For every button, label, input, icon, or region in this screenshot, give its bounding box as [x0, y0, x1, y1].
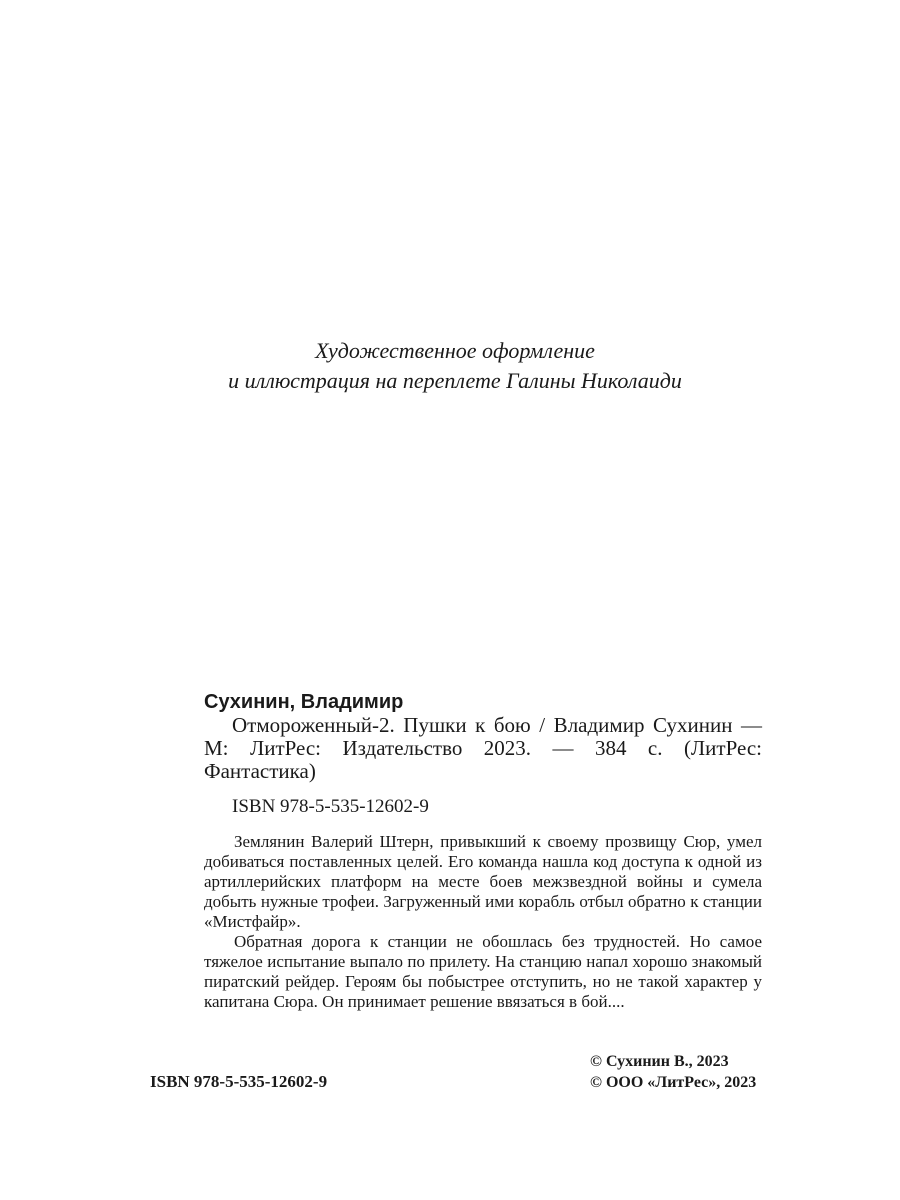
annotation-paragraph-2: Обратная дорога к станции не обошлась без трудностей. Но самое тяжелое испытание выпало по прилету. На станцию напал хорошо знакомый пиратский рейдер. Героям бы побыстрее отступить, но не такой характер у капитана Сюра. Он принимает решение ввязаться в бой....	[204, 932, 762, 1011]
catalog-author: Сухинин, Владимир	[204, 691, 404, 713]
footer-isbn: ISBN 978-5-535-12602-9	[150, 1072, 328, 1091]
catalog-entry: Отмороженный-2. Пушки к бою / Владимир Сухинин — М: ЛитРес: Издательство 2023. — 384 с. (ЛитРес: Фантастика)	[204, 713, 762, 783]
copyright-block	[590, 1051, 756, 1093]
annotation	[204, 832, 762, 1012]
catalog-isbn: ISBN 978-5-535-12602-9	[232, 796, 429, 817]
credit-line-2: и иллюстрация на переплете Галины Николаиди	[228, 368, 682, 393]
copyright-author: © Сухинин В., 2023	[590, 1053, 729, 1070]
copyright-publisher: © ООО «ЛитРес», 2023	[590, 1074, 757, 1091]
illustration-credit	[0, 336, 900, 396]
annotation-paragraph-1: Землянин Валерий Штерн, привыкший к своему прозвищу Сюр, умел добиваться поставленных целей. Его команда нашла код доступа к одной из артиллерийских платформ на месте боев межзвездной войны и сумела добыть нужные трофеи. Загруженный ими корабль отбыл обратно к станции «Мистфайр».	[204, 832, 762, 931]
credit-line-1: Художественное оформление	[315, 338, 595, 363]
catalog-record	[204, 690, 762, 1012]
